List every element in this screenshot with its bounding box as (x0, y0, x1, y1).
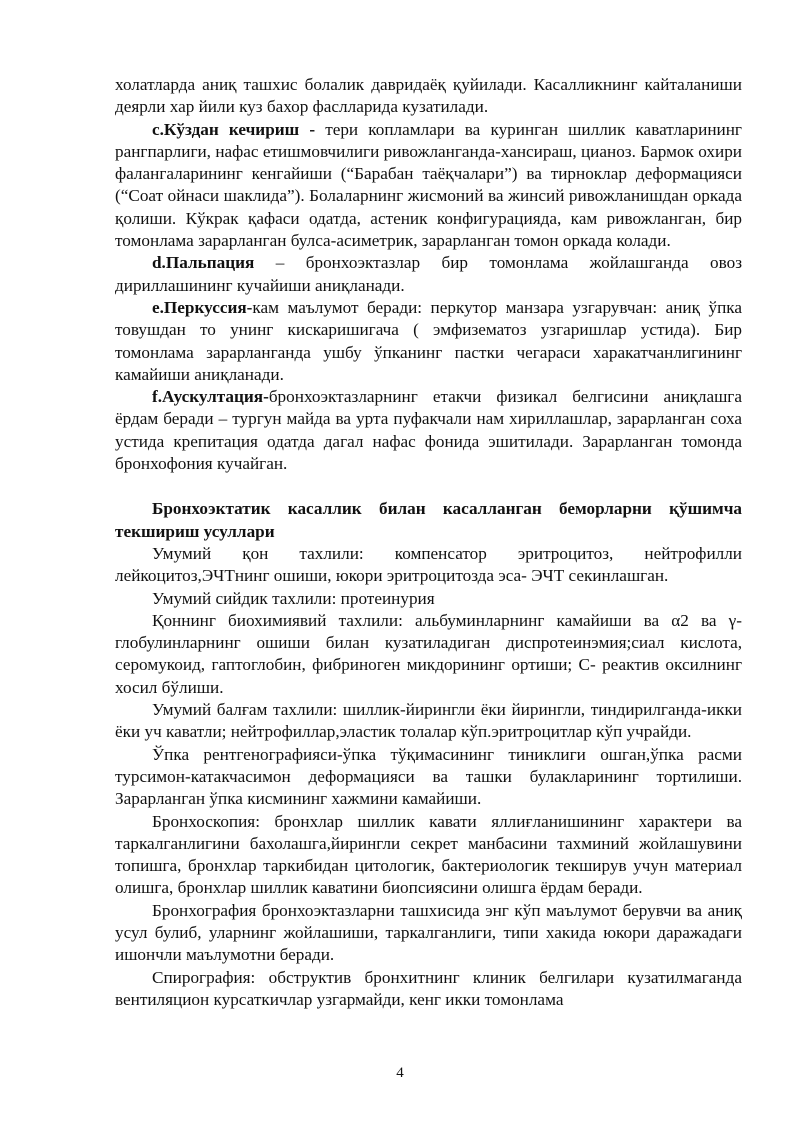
inspection-text: тери копламлари ва куринган шиллик каватларининг рангпарлиги, нафас етишмовчилиги ривожланганда-хансираш, цианоз. Бармок охири фалангаларининг кенгайиши (“Барабан таёқчалари”) ва тирноклар деформацияси (“Соат ойнаси шаклида”). Болаларнинг жисмоний ва жинсий ривожланишдан оркада қолиши. Кўкрак қафаси одатда, астеник конфигурацияда, кам ривожланган, бир томонлама зарарланган булса-асиметрик, зарарланган томон оркада колади. (115, 119, 742, 251)
paragraph-inspection (115, 119, 742, 253)
document-page (115, 74, 742, 1011)
inspection-label: c.Кўздан кечириш - (152, 119, 316, 139)
section-heading: Бронхоэктатик касаллик билан касалланган беморларни қўшимча текшириш усуллари (115, 499, 742, 541)
paragraph-spirography: Спирография: обструктив бронхитнинг клиник белгилари кузатилмаганда вентиляцион курсаткичлар узгармайди, кенг икки томонлама (115, 967, 742, 1009)
auscultation-label: f.Аускултация- (152, 387, 269, 407)
paragraph-blood-test: Умумий қон тахлили: компенсатор эритроцитоз, нейтрофилли лейкоцитоз,ЭЧТнинг ошиши, юкори эритроцитозда эса- ЭЧТ секинлашган. (115, 543, 742, 586)
auscultation-text: бронхоэктазларнинг етакчи физикал белгисини аниқлашга ёрдам беради – тургун майда ва урта пуфакчали нам хириллашлар, зарарланган соха устида крепитация одатда дагал нафас фонида эшитилади. Зарарланган томонда бронхофония кучайган. (115, 387, 742, 474)
page-number: 4 (396, 1065, 404, 1081)
paragraph-sputum-test: Умумий балғам тахлили: шиллик-йирингли ёки йирингли, тиндирилганда-икки ёки уч каватли; нейтрофиллар,эластик толалар кўп.эритроцитлар кўп учрайди. (115, 700, 742, 742)
paragraph-auscultation (115, 386, 742, 475)
paragraph-percussion (115, 297, 742, 386)
palpation-label: d.Пальпация (152, 253, 255, 273)
paragraph-palpation (115, 252, 742, 297)
palpation-text: – бронхоэктазлар бир томонлама жойлашганда овоз дириллашининг кучайиши аниқланади. (115, 253, 742, 295)
paragraph-radiography: Ўпка рентгенографияси-ўпка тўқимасининг тиниклиги ошган,ўпка расми турсимон-катакчасимон деформацияси ва ташки булакларининг тортилиши. Зарарланган ўпка кисмининг хажмини камайиши. (115, 744, 742, 809)
percussion-text: кам маълумот беради: перкутор манзара узгарувчан: аниқ ўпка товушдан то унинг кискаришигача ( эмфизематоз узгаришлар устида). Бир томонлама зарарланганда ушбу ўпканинг пастки чегараси харакатчанлигининг камайиши аниқланади. (115, 297, 742, 384)
paragraph-biochemistry: Қоннинг биохимиявий тахлили: альбуминларнинг камайиши ва α2 ва γ-глобулинларнинг ошиши билан кузатиладиган диспротеинэмия;сиал кислота, серомукоид, гаптоглобин, фибриноген микдорининг ортиши; С- реактив оксилнинг хосил бўлиши. (115, 610, 742, 697)
paragraph-intro: холатларда аниқ ташхис болалик давридаёқ қуйилади. Касалликнинг кайталаниши деярли хар йили куз бахор фаслларида кузатилади. (115, 75, 742, 117)
percussion-label: e.Перкуссия- (152, 297, 253, 317)
paragraph-urine-test: Умумий сийдик тахлили: протеинурия (152, 588, 435, 608)
paragraph-bronchoscopy: Бронхоскопия: бронхлар шиллик кавати яллиғланишининг характери ва таркалганлигини бахолашга,йирингли секрет манбасини тахминий жойлашувини топишга, бронхлар таркибидан цитологик, бактериологик текширув учун материал олишга, бронхлар шиллик каватини биопсиясини олишга ёрдам беради. (115, 811, 742, 898)
paragraph-bronchography: Бронхография бронхоэктазларни ташхисида энг кўп маълумот берувчи ва аниқ усул булиб, уларнинг жойлашиши, таркалганлиги, типи хакида юкори даражадаги ишончли маълумотни беради. (115, 900, 742, 965)
